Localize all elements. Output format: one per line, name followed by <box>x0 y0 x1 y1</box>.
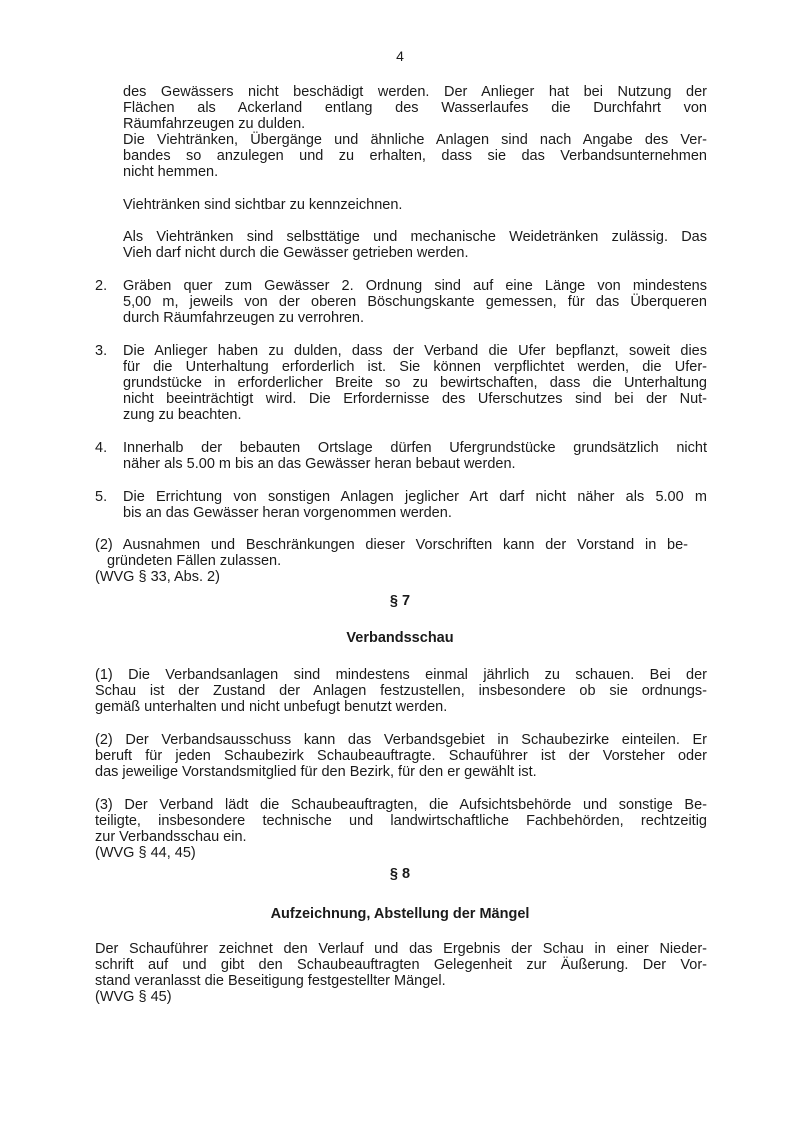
section-number: § 8 <box>389 866 411 882</box>
text-line: Gräben quer zum Gewässer 2. Ordnung sind auf eine Länge von mindestens <box>123 278 707 294</box>
text-line: Schau ist der Zustand der Anlagen festzustellen, insbesondere ob sie ordnungs- <box>95 683 707 699</box>
text-line: Viehtränken sind sichtbar zu kennzeichnen. <box>123 197 403 213</box>
text-line: 5,00 m, jeweils von der oberen Böschungskante gemessen, für das Überqueren <box>123 294 707 310</box>
list-item-number: 3. <box>95 343 108 359</box>
legal-reference: (WVG § 33, Abs. 2) <box>95 569 220 585</box>
list-item-number: 2. <box>95 278 108 294</box>
text-line: (1) Die Verbandsanlagen sind mindestens einmal jährlich zu schauen. Bei der <box>95 667 707 683</box>
text-line: gemäß unterhalten und nicht unbefugt benutzt werden. <box>95 699 448 715</box>
text-line: für die Unterhaltung erforderlich ist. Sie können verpflichtet werden, die Ufer- <box>123 359 707 375</box>
section-title: Aufzeichnung, Abstellung der Mängel <box>270 906 530 922</box>
text-line: Räumfahrzeugen zu dulden. <box>123 116 306 132</box>
text-line: Die Errichtung von sonstigen Anlagen jeglicher Art darf nicht näher als 5.00 m <box>123 489 707 505</box>
text-line: Flächen als Ackerland entlang des Wasserlaufes die Durchfahrt von <box>123 100 707 116</box>
text-line: zung zu beachten. <box>123 407 242 423</box>
text-line: Der Schauführer zeichnet den Verlauf und das Ergebnis der Schau in einer Nieder- <box>95 941 707 957</box>
text-line: (2) Ausnahmen und Beschränkungen dieser Vorschriften kann der Vorstand in be- <box>95 537 688 553</box>
text-line: (2) Der Verbandsausschuss kann das Verbandsgebiet in Schaubezirke einteilen. Er <box>95 732 707 748</box>
section-number: § 7 <box>389 593 411 609</box>
section-title: Verbandsschau <box>346 630 454 646</box>
text-line: schrift auf und gibt den Schaubeauftragten Gelegenheit zur Äußerung. Der Vor- <box>95 957 707 973</box>
list-item-number: 4. <box>95 440 108 456</box>
text-line: Innerhalb der bebauten Ortslage dürfen Ufergrundstücke grundsätzlich nicht <box>123 440 707 456</box>
text-line: (3) Der Verband lädt die Schaubeauftragten, die Aufsichtsbehörde und sonstige Be- <box>95 797 707 813</box>
legal-reference: (WVG § 45) <box>95 989 172 1005</box>
text-line: grundstücke in erforderlicher Breite so zu bewirtschaften, dass die Unterhaltung <box>123 375 707 391</box>
list-item-number: 5. <box>95 489 108 505</box>
text-line: des Gewässers nicht beschädigt werden. Der Anlieger hat bei Nutzung der <box>123 84 707 100</box>
text-line: zur Verbandsschau ein. <box>95 829 247 845</box>
text-line: teiligte, insbesondere technische und landwirtschaftliche Fachbehörden, rechtzeitig <box>95 813 707 829</box>
text-line: nicht beeinträchtigt wird. Die Erfordernisse des Uferschutzes sind bei der Nut- <box>123 391 707 407</box>
text-line: das jeweilige Vorstandsmitglied für den Bezirk, für den er gewählt ist. <box>95 764 537 780</box>
text-line: Vieh darf nicht durch die Gewässer getrieben werden. <box>123 245 469 261</box>
text-line: durch Räumfahrzeugen zu verrohren. <box>123 310 364 326</box>
legal-reference: (WVG § 44, 45) <box>95 845 196 861</box>
text-line: näher als 5.00 m bis an das Gewässer heran bebaut werden. <box>123 456 516 472</box>
text-line: nicht hemmen. <box>123 164 219 180</box>
text-line: gründeten Fällen zulassen. <box>107 553 282 569</box>
text-line: bis an das Gewässer heran vorgenommen werden. <box>123 505 452 521</box>
page-number: 4 <box>396 48 404 64</box>
text-line: Die Anlieger haben zu dulden, dass der Verband die Ufer bepflanzt, soweit dies <box>123 343 707 359</box>
text-line: Als Viehtränken sind selbsttätige und mechanische Weidetränken zulässig. Das <box>123 229 707 245</box>
text-line: beruft für jeden Schaubezirk Schaubeauftragte. Schauführer ist der Vorsteher oder <box>95 748 707 764</box>
text-line: stand veranlasst die Beseitigung festgestellter Mängel. <box>95 973 446 989</box>
text-line: Die Viehtränken, Übergänge und ähnliche Anlagen sind nach Angabe des Ver- <box>123 132 707 148</box>
text-line: bandes so anzulegen und zu erhalten, dass sie das Verbandsunternehmen <box>123 148 707 164</box>
